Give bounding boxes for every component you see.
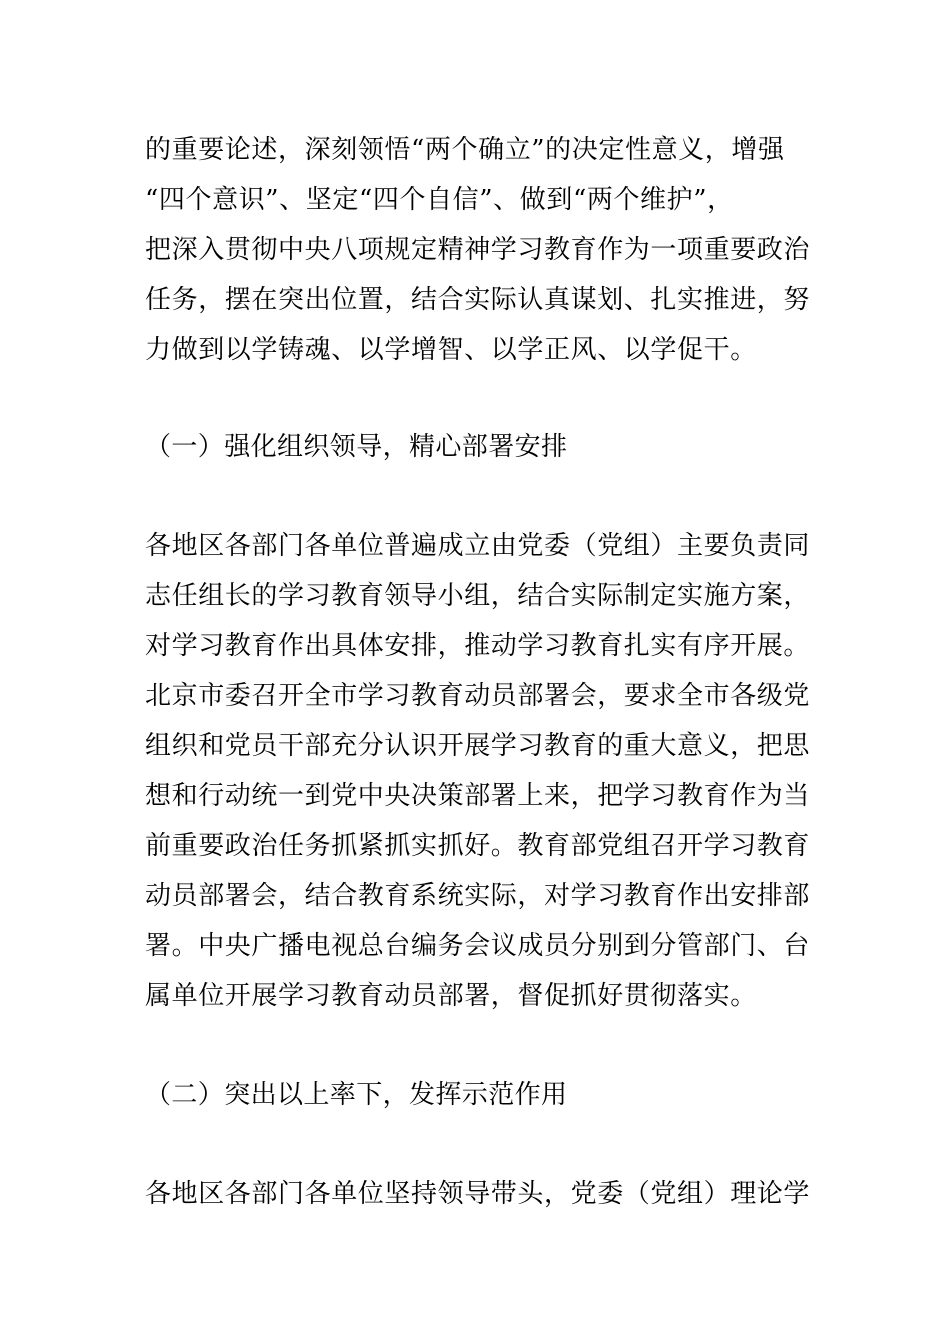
text-line: 北京市委召开全市学习教育动员部署会，要求全市各级党 (145, 681, 811, 711)
text-line: 各地区各部门各单位普遍成立由党委（党组）主要负责同 (145, 531, 811, 561)
text-line: 想和行动统一到党中央决策部署上来，把学习教育作为当 (145, 781, 811, 811)
text-line: 组织和党员干部充分认识开展学习教育的重大意义，把思 (145, 731, 811, 761)
text-line: 任务，摆在突出位置，结合实际认真谋划、扎实推进，努 (145, 285, 811, 315)
section-2-heading: （二）突出以上率下，发挥示范作用 (145, 1080, 568, 1110)
text-line: 前重要政治任务抓紧抓实抓好。教育部党组召开学习教育 (145, 831, 811, 861)
text-line: 的重要论述，深刻领悟“两个确立”的决定性意义，增强 (145, 135, 785, 165)
text-line: 把深入贯彻中央八项规定精神学习教育作为一项重要政治 (145, 235, 811, 265)
text-line: 志任组长的学习教育领导小组，结合实际制定实施方案， (145, 581, 811, 611)
text-line: 属单位开展学习教育动员部署，督促抓好贯彻落实。 (145, 981, 757, 1011)
text-line: 署。中央广播电视总台编务会议成员分别到分管部门、台 (145, 931, 811, 961)
text-line: “四个意识”、坚定“四个自信”、做到“两个维护”， (145, 185, 734, 215)
text-line: 力做到以学铸魂、以学增智、以学正风、以学促干。 (145, 335, 757, 365)
text-line: 对学习教育作出具体安排，推动学习教育扎实有序开展。 (145, 631, 811, 661)
text-line: 各地区各部门各单位坚持领导带头，党委（党组）理论学 (145, 1179, 811, 1209)
section-1-heading: （一）强化组织领导，精心部署安排 (145, 432, 568, 462)
text-line: 动员部署会，结合教育系统实际，对学习教育作出安排部 (145, 881, 811, 911)
